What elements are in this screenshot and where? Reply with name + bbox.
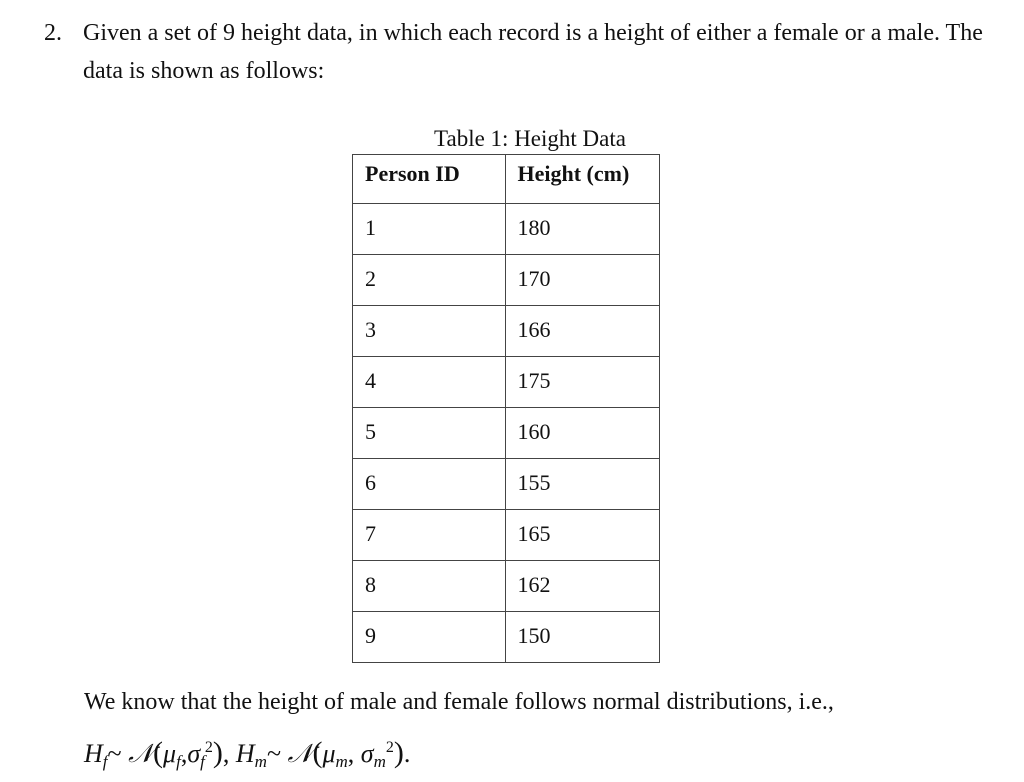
period-symbol: . — [403, 739, 411, 768]
distribution-formula — [84, 728, 410, 782]
cell-person-id: 2 — [353, 255, 506, 306]
cell-person-id: 9 — [353, 612, 506, 663]
mu-symbol: μ — [322, 739, 336, 768]
table-row — [353, 204, 660, 255]
cell-height: 160 — [505, 408, 660, 459]
cell-person-id: 6 — [353, 459, 506, 510]
female-subscript: f — [102, 752, 108, 771]
table-row — [353, 612, 660, 663]
tilde-symbol: ~ — [107, 739, 122, 768]
female-height-var: H — [84, 739, 103, 768]
sigma-symbol: σ — [360, 739, 374, 768]
cell-height: 180 — [505, 204, 660, 255]
table-row — [353, 510, 660, 561]
mu-male-subscript: m — [335, 752, 348, 771]
table-row — [353, 357, 660, 408]
cell-person-id: 8 — [353, 561, 506, 612]
table-row — [353, 255, 660, 306]
question-number: 2. — [44, 20, 62, 46]
male-subscript: m — [254, 752, 267, 771]
height-table — [352, 154, 660, 663]
square-exponent: 2 — [385, 739, 394, 756]
male-height-var: H — [235, 739, 255, 768]
table-row — [353, 306, 660, 357]
cell-person-id: 3 — [353, 306, 506, 357]
table-row — [353, 408, 660, 459]
cell-height: 166 — [505, 306, 660, 357]
table-caption — [352, 124, 708, 154]
header-height: Height (cm) — [505, 155, 660, 204]
open-paren: ( — [153, 736, 164, 769]
sigma-symbol: σ — [187, 739, 201, 768]
comma-symbol: , — [347, 739, 355, 768]
table-caption-text: Table 1: Height Data — [434, 126, 626, 151]
close-paren: ) — [393, 736, 404, 769]
cell-height: 170 — [505, 255, 660, 306]
tilde-symbol: ~ — [266, 739, 282, 768]
table-header-row — [353, 155, 660, 204]
cell-height: 175 — [505, 357, 660, 408]
sigma-male-subscript: m — [373, 752, 386, 771]
close-paren: ) — [212, 736, 223, 769]
comma-symbol: , — [222, 739, 230, 768]
sigma-female-subscript: f — [200, 752, 205, 771]
mu-female-subscript: f — [176, 752, 181, 771]
table-row — [353, 561, 660, 612]
cell-person-id: 1 — [353, 204, 506, 255]
normal-dist-symbol: 𝒩 — [287, 739, 313, 769]
cell-height: 155 — [505, 459, 660, 510]
header-person-id: Person ID — [353, 155, 506, 204]
distribution-paragraph: We know that the height of male and female follows normal distributions, i.e., — [84, 689, 834, 715]
mu-symbol: μ — [163, 739, 177, 768]
cell-person-id: 4 — [353, 357, 506, 408]
cell-person-id: 5 — [353, 408, 506, 459]
square-exponent: 2 — [204, 739, 213, 756]
cell-person-id: 7 — [353, 510, 506, 561]
question-text: Given a set of 9 height data, in which each record is a height of either a female or a male. The data is shown as follows: — [83, 20, 983, 84]
open-paren: ( — [312, 736, 323, 769]
cell-height: 165 — [505, 510, 660, 561]
table-row — [353, 459, 660, 510]
comma-symbol: , — [180, 739, 188, 768]
normal-dist-symbol: 𝒩 — [128, 739, 154, 769]
cell-height: 150 — [505, 612, 660, 663]
cell-height: 162 — [505, 561, 660, 612]
